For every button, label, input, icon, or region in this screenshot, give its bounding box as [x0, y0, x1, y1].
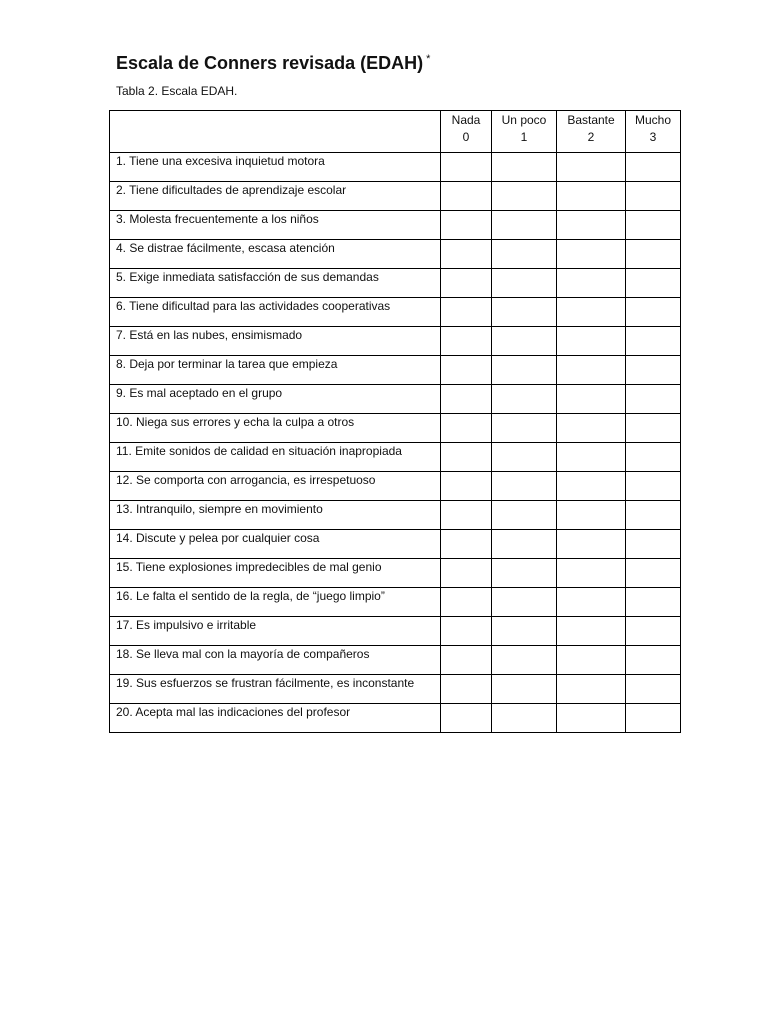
table-row	[110, 646, 681, 675]
answer-cell-mucho[interactable]	[626, 182, 681, 211]
answer-cell-bastante[interactable]	[557, 617, 626, 646]
item-text: 7. Está en las nubes, ensimismado	[110, 327, 441, 356]
item-text: 6. Tiene dificultad para las actividades cooperativas	[110, 298, 441, 327]
answer-cell-bastante[interactable]	[557, 472, 626, 501]
answer-cell-bastante[interactable]	[557, 588, 626, 617]
header-score: 2	[587, 130, 595, 144]
answer-cell-mucho[interactable]	[626, 501, 681, 530]
answer-cell-un-poco[interactable]	[492, 182, 557, 211]
answer-cell-bastante[interactable]	[557, 443, 626, 472]
answer-cell-bastante[interactable]	[557, 182, 626, 211]
answer-cell-nada[interactable]	[441, 356, 492, 385]
table-row	[110, 443, 681, 472]
answer-cell-un-poco[interactable]	[492, 617, 557, 646]
answer-cell-bastante[interactable]	[557, 646, 626, 675]
item-text: 9. Es mal aceptado en el grupo	[110, 385, 441, 414]
answer-cell-un-poco[interactable]	[492, 646, 557, 675]
answer-cell-nada[interactable]	[441, 501, 492, 530]
answer-cell-mucho[interactable]	[626, 472, 681, 501]
item-text: 2. Tiene dificultades de aprendizaje escolar	[110, 182, 441, 211]
answer-cell-mucho[interactable]	[626, 414, 681, 443]
answer-cell-nada[interactable]	[441, 617, 492, 646]
answer-cell-mucho[interactable]	[626, 153, 681, 182]
answer-cell-mucho[interactable]	[626, 704, 681, 733]
document-title-text: Escala de Conners revisada (EDAH)	[116, 53, 424, 73]
table-row	[110, 588, 681, 617]
item-text: 18. Se lleva mal con la mayoría de compañeros	[110, 646, 441, 675]
answer-cell-bastante[interactable]	[557, 153, 626, 182]
answer-cell-mucho[interactable]	[626, 646, 681, 675]
answer-cell-nada[interactable]	[441, 298, 492, 327]
answer-cell-un-poco[interactable]	[492, 240, 557, 269]
header-bastante	[557, 111, 626, 153]
header-score: 1	[520, 130, 528, 144]
answer-cell-nada[interactable]	[441, 414, 492, 443]
table-row	[110, 501, 681, 530]
answer-cell-bastante[interactable]	[557, 327, 626, 356]
answer-cell-bastante[interactable]	[557, 704, 626, 733]
answer-cell-nada[interactable]	[441, 646, 492, 675]
header-label: Bastante	[567, 113, 615, 127]
answer-cell-nada[interactable]	[441, 559, 492, 588]
item-text: 15. Tiene explosiones impredecibles de mal genio	[110, 559, 441, 588]
table-row	[110, 356, 681, 385]
answer-cell-mucho[interactable]	[626, 675, 681, 704]
answer-cell-bastante[interactable]	[557, 675, 626, 704]
table-row	[110, 704, 681, 733]
item-text: 13. Intranquilo, siempre en movimiento	[110, 501, 441, 530]
table-row	[110, 240, 681, 269]
answer-cell-bastante[interactable]	[557, 414, 626, 443]
answer-cell-nada[interactable]	[441, 530, 492, 559]
answer-cell-mucho[interactable]	[626, 617, 681, 646]
answer-cell-un-poco[interactable]	[492, 501, 557, 530]
answer-cell-mucho[interactable]	[626, 240, 681, 269]
answer-cell-nada[interactable]	[441, 385, 492, 414]
item-text: 14. Discute y pelea por cualquier cosa	[110, 530, 441, 559]
answer-cell-nada[interactable]	[441, 153, 492, 182]
answer-cell-mucho[interactable]	[626, 588, 681, 617]
header-label: Nada	[451, 113, 481, 127]
answer-cell-un-poco[interactable]	[492, 704, 557, 733]
table-row	[110, 385, 681, 414]
answer-cell-mucho[interactable]	[626, 530, 681, 559]
answer-cell-bastante[interactable]	[557, 269, 626, 298]
table-row	[110, 530, 681, 559]
answer-cell-mucho[interactable]	[626, 298, 681, 327]
answer-cell-un-poco[interactable]	[492, 559, 557, 588]
answer-cell-un-poco[interactable]	[492, 211, 557, 240]
table-row	[110, 269, 681, 298]
table-header-row	[110, 111, 681, 153]
answer-cell-bastante[interactable]	[557, 530, 626, 559]
table-caption: Tabla 2. Escala EDAH.	[116, 84, 238, 98]
answer-cell-nada[interactable]	[441, 269, 492, 298]
answer-cell-un-poco[interactable]	[492, 385, 557, 414]
answer-cell-un-poco[interactable]	[492, 153, 557, 182]
item-text: 8. Deja por terminar la tarea que empieza	[110, 356, 441, 385]
answer-cell-mucho[interactable]	[626, 327, 681, 356]
item-text: 5. Exige inmediata satisfacción de sus demandas	[110, 269, 441, 298]
header-score: 3	[649, 130, 657, 144]
answer-cell-nada[interactable]	[441, 443, 492, 472]
answer-cell-nada[interactable]	[441, 588, 492, 617]
table-row	[110, 559, 681, 588]
table-row	[110, 327, 681, 356]
answer-cell-mucho[interactable]	[626, 385, 681, 414]
answer-cell-bastante[interactable]	[557, 356, 626, 385]
table-row	[110, 414, 681, 443]
answer-cell-un-poco[interactable]	[492, 472, 557, 501]
item-text: 1. Tiene una excesiva inquietud motora	[110, 153, 441, 182]
item-text: 20. Acepta mal las indicaciones del profesor	[110, 704, 441, 733]
item-text: 19. Sus esfuerzos se frustran fácilmente, es inconstante	[110, 675, 441, 704]
answer-cell-un-poco[interactable]	[492, 356, 557, 385]
item-text: 11. Emite sonidos de calidad en situación inapropiada	[110, 443, 441, 472]
answer-cell-bastante[interactable]	[557, 211, 626, 240]
item-text: 10. Niega sus errores y echa la culpa a otros	[110, 414, 441, 443]
title-footnote-marker: *	[426, 53, 431, 65]
answer-cell-nada[interactable]	[441, 704, 492, 733]
item-text: 12. Se comporta con arrogancia, es irrespetuoso	[110, 472, 441, 501]
answer-cell-un-poco[interactable]	[492, 530, 557, 559]
header-label: Mucho	[634, 113, 672, 127]
edah-scale-table	[109, 110, 681, 733]
answer-cell-bastante[interactable]	[557, 501, 626, 530]
answer-cell-nada[interactable]	[441, 211, 492, 240]
answer-cell-mucho[interactable]	[626, 356, 681, 385]
header-nada	[441, 111, 492, 153]
answer-cell-un-poco[interactable]	[492, 269, 557, 298]
answer-cell-nada[interactable]	[441, 182, 492, 211]
answer-cell-bastante[interactable]	[557, 559, 626, 588]
item-text: 16. Le falta el sentido de la regla, de “juego limpio”	[110, 588, 441, 617]
answer-cell-un-poco[interactable]	[492, 443, 557, 472]
document-title	[116, 47, 430, 75]
header-un-poco	[492, 111, 557, 153]
item-text: 4. Se distrae fácilmente, escasa atención	[110, 240, 441, 269]
answer-cell-nada[interactable]	[441, 240, 492, 269]
table-row	[110, 675, 681, 704]
answer-cell-nada[interactable]	[441, 472, 492, 501]
answer-cell-un-poco[interactable]	[492, 327, 557, 356]
header-item-cell	[110, 111, 441, 153]
answer-cell-nada[interactable]	[441, 327, 492, 356]
item-text: 17. Es impulsivo e irritable	[110, 617, 441, 646]
table-row	[110, 182, 681, 211]
table-row	[110, 153, 681, 182]
table-row	[110, 298, 681, 327]
answer-cell-bastante[interactable]	[557, 385, 626, 414]
answer-cell-bastante[interactable]	[557, 240, 626, 269]
table-row	[110, 211, 681, 240]
table-row	[110, 472, 681, 501]
answer-cell-un-poco[interactable]	[492, 675, 557, 704]
answer-cell-mucho[interactable]	[626, 559, 681, 588]
answer-cell-un-poco[interactable]	[492, 414, 557, 443]
header-label: Un poco	[501, 113, 547, 127]
answer-cell-bastante[interactable]	[557, 298, 626, 327]
answer-cell-un-poco[interactable]	[492, 298, 557, 327]
answer-cell-mucho[interactable]	[626, 211, 681, 240]
table-row	[110, 617, 681, 646]
answer-cell-mucho[interactable]	[626, 443, 681, 472]
header-score: 0	[462, 130, 470, 144]
answer-cell-nada[interactable]	[441, 675, 492, 704]
answer-cell-mucho[interactable]	[626, 269, 681, 298]
answer-cell-un-poco[interactable]	[492, 588, 557, 617]
item-text: 3. Molesta frecuentemente a los niños	[110, 211, 441, 240]
header-mucho	[626, 111, 681, 153]
